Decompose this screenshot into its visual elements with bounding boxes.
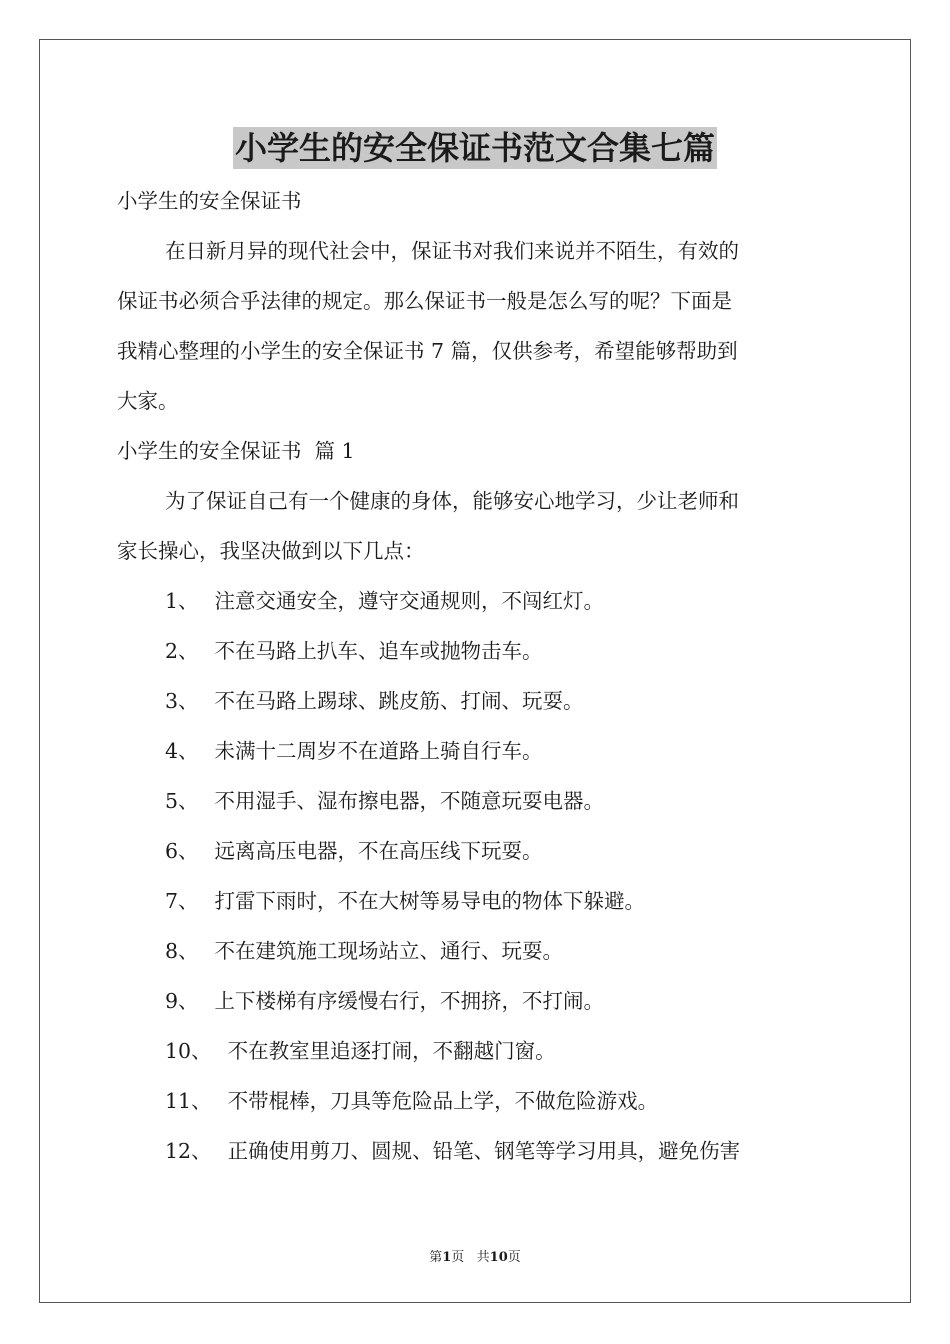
page-current: 1 bbox=[442, 1250, 452, 1265]
list-item bbox=[117, 626, 837, 676]
document-body bbox=[117, 176, 837, 1176]
item-text: 不在教室里追逐打闹，不翻越门窗。 bbox=[227, 1039, 556, 1063]
item-text: 打雷下雨时，不在大树等易导电的物体下躲避。 bbox=[214, 889, 646, 913]
item-number: 1、 bbox=[165, 589, 199, 613]
item-text: 上下楼梯有序缓慢右行，不拥挤，不打闹。 bbox=[214, 989, 605, 1013]
item-text: 不在马路上踢球、跳皮筋、打闹、玩耍。 bbox=[214, 689, 584, 713]
item-text: 不在建筑施工现场站立、通行、玩耍。 bbox=[214, 939, 564, 963]
item-text: 不带棍棒，刀具等危险品上学，不做危险游戏。 bbox=[227, 1089, 659, 1113]
list-item bbox=[117, 976, 837, 1026]
item-number: 8、 bbox=[165, 939, 199, 963]
item-number: 2、 bbox=[165, 639, 199, 663]
list-item bbox=[117, 726, 837, 776]
list-item bbox=[117, 826, 837, 876]
item-number: 7、 bbox=[165, 889, 199, 913]
item-text: 远离高压电器，不在高压线下玩耍。 bbox=[214, 839, 543, 863]
item-number: 6、 bbox=[165, 839, 199, 863]
section-intro-line: 为了保证自己有一个健康的身体，能够安心地学习，少让老师和 bbox=[165, 489, 739, 513]
item-text: 正确使用剪刀、圆规、铅笔、钢笔等学习用具，避免伤害 bbox=[227, 1139, 741, 1163]
intro-line: 保证书必须合乎法律的规定。那么保证书一般是怎么写的呢？下面是 bbox=[117, 289, 732, 313]
page-suffix: 页 bbox=[507, 1250, 521, 1265]
list-item bbox=[117, 1026, 837, 1076]
document-title: 小学生的安全保证书范文合集七篇 bbox=[234, 129, 715, 167]
intro-line: 在日新月异的现代社会中，保证书对我们来说并不陌生，有效的 bbox=[165, 239, 739, 263]
list-item bbox=[117, 1076, 837, 1126]
item-number: 11、 bbox=[165, 1089, 212, 1113]
list-item bbox=[117, 876, 837, 926]
item-number: 10、 bbox=[165, 1039, 212, 1063]
section-intro-line: 家长操心，我坚决做到以下几点： bbox=[117, 539, 425, 563]
item-text: 注意交通安全，遵守交通规则，不闯红灯。 bbox=[214, 589, 605, 613]
item-number: 4、 bbox=[165, 739, 199, 763]
item-number: 9、 bbox=[165, 989, 199, 1013]
item-number: 5、 bbox=[165, 789, 199, 813]
section-heading: 小学生的安全保证书 篇 1 bbox=[117, 439, 355, 463]
item-text: 不用湿手、湿布擦电器，不随意玩耍电器。 bbox=[214, 789, 605, 813]
item-number: 3、 bbox=[165, 689, 199, 713]
item-text: 未满十二周岁不在道路上骑自行车。 bbox=[214, 739, 543, 763]
title-container bbox=[0, 127, 950, 169]
item-text: 不在马路上扒车、追车或抛物击车。 bbox=[214, 639, 543, 663]
list-item bbox=[117, 926, 837, 976]
item-number: 12、 bbox=[165, 1139, 212, 1163]
list-item bbox=[117, 676, 837, 726]
intro-line: 我精心整理的小学生的安全保证书 7 篇，仅供参考，希望能够帮助到 bbox=[117, 339, 738, 363]
page-footer bbox=[0, 1246, 950, 1265]
intro-heading: 小学生的安全保证书 bbox=[117, 189, 302, 213]
page-total: 10 bbox=[489, 1250, 508, 1265]
list-item bbox=[117, 1126, 837, 1176]
page-prefix: 第 bbox=[429, 1250, 443, 1265]
page-middle: 页 共 bbox=[451, 1250, 490, 1265]
list-item bbox=[117, 776, 837, 826]
intro-line: 大家。 bbox=[117, 389, 179, 413]
list-item bbox=[117, 576, 837, 626]
